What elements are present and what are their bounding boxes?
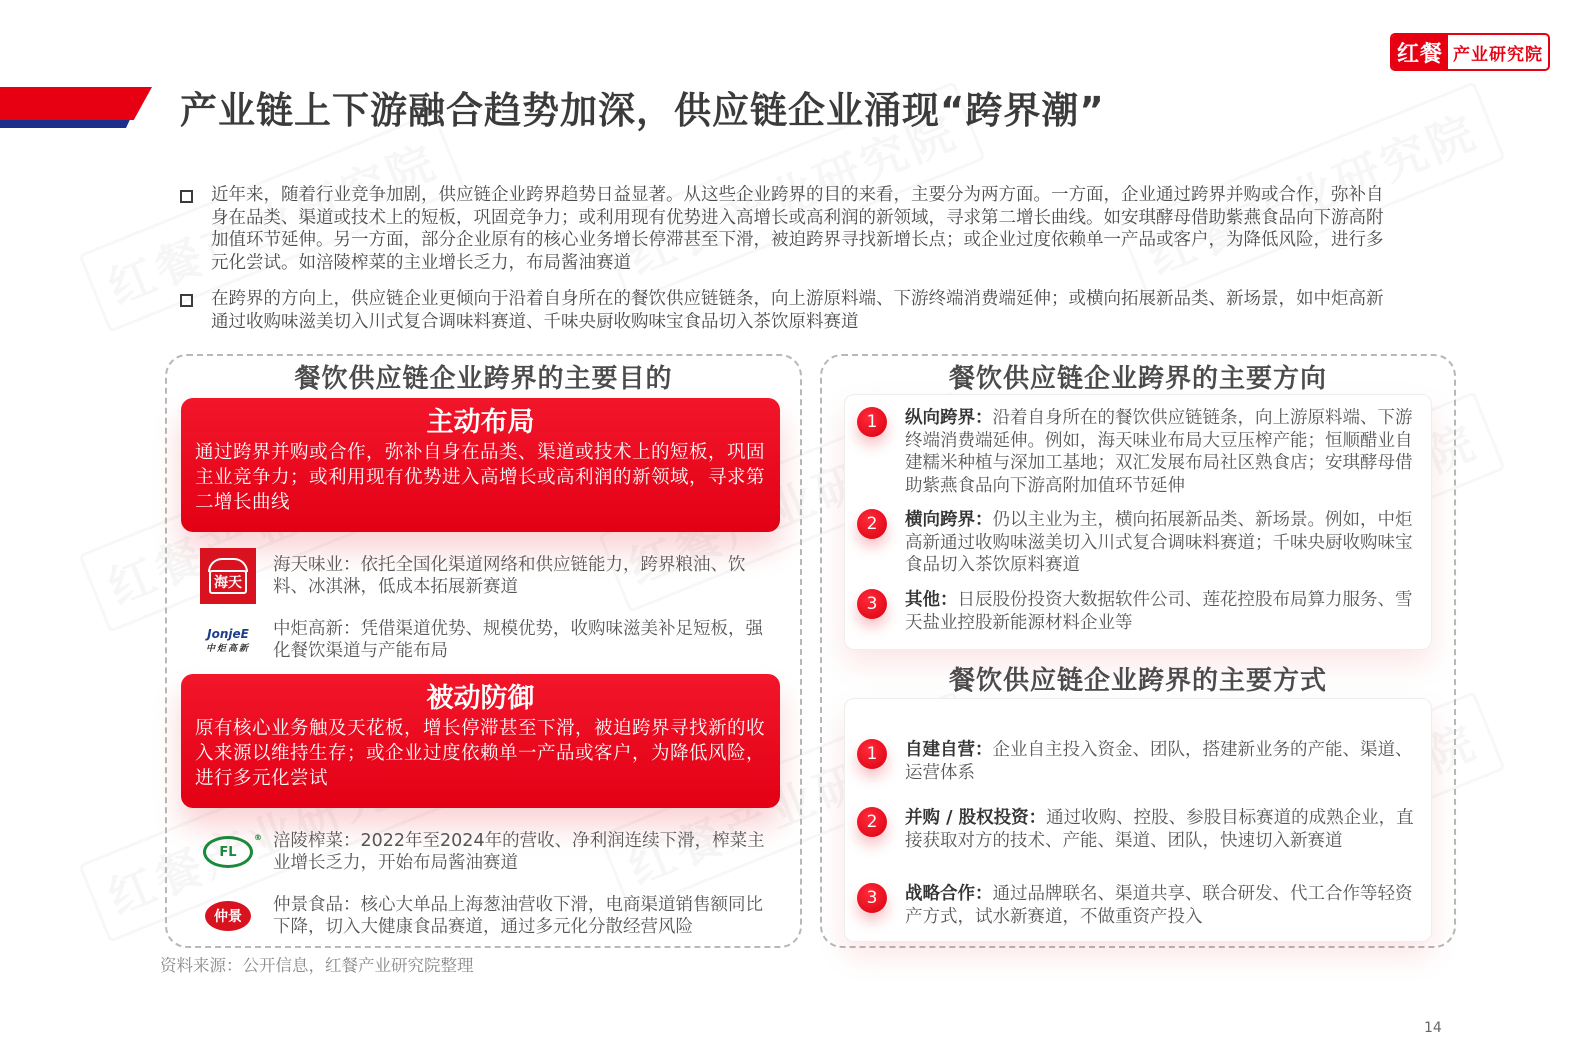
method-label: 并购 / 股权投资： [905,808,1047,828]
company-item-haitian [197,548,777,604]
intro-bullets [180,184,1400,347]
direction-text: 沿着自身所在的餐饮供应链链条，向上游原料端、下游终端消费端延伸。例如，海天味业布局大豆压榨产能；恒顺醋业自建糯米种植与深加工基地；双汇发展布局社区熟食店；安琪酵母借助紫燕食品向下游高附加值环节延伸 [905,408,1413,496]
company-item-jonjee [197,612,777,668]
direction-method-panel [820,354,1456,948]
active-layout-box [181,398,780,532]
source-note: 资料来源：公开信息，红餐产业研究院整理 [160,956,474,975]
method-panel-title: 餐饮供应链企业跨界的主要方式 [948,666,1327,696]
direction-item [857,589,1417,634]
direction-label: 横向跨界： [905,510,993,530]
direction-label: 其他： [905,590,958,610]
active-layout-title: 主动布局 [426,407,535,438]
brand-logo-mark: 红餐 [1392,35,1448,69]
fuling-zhacai-logo: FL ® [197,824,259,880]
direction-card [844,394,1432,650]
number-badge-icon: 3 [857,883,887,913]
page-title: 产业链上下游融合趋势加深，供应链企业涌现“跨界潮” [180,89,1105,132]
method-item [857,883,1417,928]
brand-logo-text: 产业研究院 [1453,44,1543,65]
bullet-text: 近年来，随着行业竞争加剧，供应链企业跨界趋势日益显著。从这些企业跨界的目的来看，主要分为两方面。一方面，企业通过跨界并购或合作，弥补自身在品类、渠道或技术上的短板，巩固竞争力；或利用现有优势进入高增长或高利润的新领域，寻求第二增长曲线。如安琪酵母借助紫燕食品向下游高附加值环节延伸。另一方面，部分企业原有的核心业务增长停滞甚至下滑，被迫跨界寻找新增长点；或企业过度依赖单一产品或客户，为降低风险，进行多元化尝试。如涪陵榨菜的主业增长乏力，布局酱油赛道 [211,185,1384,273]
page-number: 14 [1424,1020,1442,1036]
method-label: 战略合作： [905,884,993,904]
number-badge-icon: 2 [857,807,887,837]
method-text: 企业自主投入资金、团队，搭建新业务的产能、渠道、运营体系 [905,740,1413,783]
company-item-fuling [197,824,777,880]
direction-text: 日辰股份投资大数据软件公司、莲花控股布局算力服务、雪天盐业控股新能源材料企业等 [905,590,1413,633]
method-item [857,807,1417,852]
square-bullet-icon [180,190,193,203]
title-stripe-red [0,87,152,120]
company-description: 仲景食品：核心大单品上海葱油营收下滑，电商渠道销售额同比下降，切入大健康食品赛道，通过多元化分散经营风险 [273,894,763,937]
direction-item [857,509,1417,577]
direction-text: 仍以主业为主，横向拓展新品类、新场景。例如，中炬高新通过收购味滋美切入川式复合调味料赛道；千味央厨收购味宝食品切入茶饮原料赛道 [905,510,1413,575]
purpose-panel [165,354,802,948]
haitian-logo: 海天 [197,548,259,604]
method-item [857,739,1417,784]
passive-defense-text: 原有核心业务触及天花板，增长停滞甚至下滑，被迫跨界寻找新的收入来源以维持生存；或企业过度依赖单一产品或客户，为降低风险，进行多元化尝试 [195,718,766,789]
method-text: 通过品牌联名、渠道共享、联合研发、代工合作等轻资产方式，试水新赛道，不做重资产投入 [905,884,1413,927]
bullet-item [180,184,1400,274]
brand-logo [1390,33,1550,71]
passive-defense-title: 被动防御 [426,683,535,714]
active-layout-text: 通过跨界并购或合作，弥补自身在品类、渠道或技术上的短板，巩固主业竞争力；或利用现有优势进入高增长或高利润的新领域，寻求第二增长曲线 [195,442,766,513]
method-card [844,698,1432,942]
purpose-panel-title: 餐饮供应链企业跨界的主要目的 [294,364,673,394]
zhongjing-logo: 仲景 [197,888,259,944]
bullet-item [180,288,1400,333]
direction-label: 纵向跨界： [905,408,993,428]
number-badge-icon: 1 [857,407,887,437]
number-badge-icon: 1 [857,739,887,769]
number-badge-icon: 3 [857,589,887,619]
direction-panel-title: 餐饮供应链企业跨界的主要方向 [948,364,1327,394]
method-text: 通过收购、控股、参股目标赛道的成熟企业，直接获取对方的技术、产能、渠道、团队，快速切入新赛道 [905,808,1414,851]
company-item-zhongjing [197,888,777,944]
company-description: 涪陵榨菜：2022年至2024年的营收、净利润连续下滑，榨菜主业增长乏力，开始布局酱油赛道 [273,830,765,873]
company-description: 海天味业：依托全国化渠道网络和供应链能力，跨界粮油、饮料、冰淇淋，低成本拓展新赛道 [273,554,746,597]
company-description: 中炬高新：凭借渠道优势、规模优势，收购味滋美补足短板，强化餐饮渠道与产能布局 [273,618,763,661]
direction-item [857,407,1417,497]
bullet-text: 在跨界的方向上，供应链企业更倾向于沿着自身所在的餐饮供应链链条，向上游原料端、下游终端消费端延伸；或横向拓展新品类、新场景，如中炬高新通过收购味滋美切入川式复合调味料赛道、千味央厨收购味宝食品切入茶饮原料赛道 [211,289,1384,332]
jonjee-logo: JonjeE 中炬高新 [205,626,250,654]
method-label: 自建自营： [905,740,993,760]
square-bullet-icon [180,294,193,307]
passive-defense-box [181,674,780,808]
number-badge-icon: 2 [857,509,887,539]
